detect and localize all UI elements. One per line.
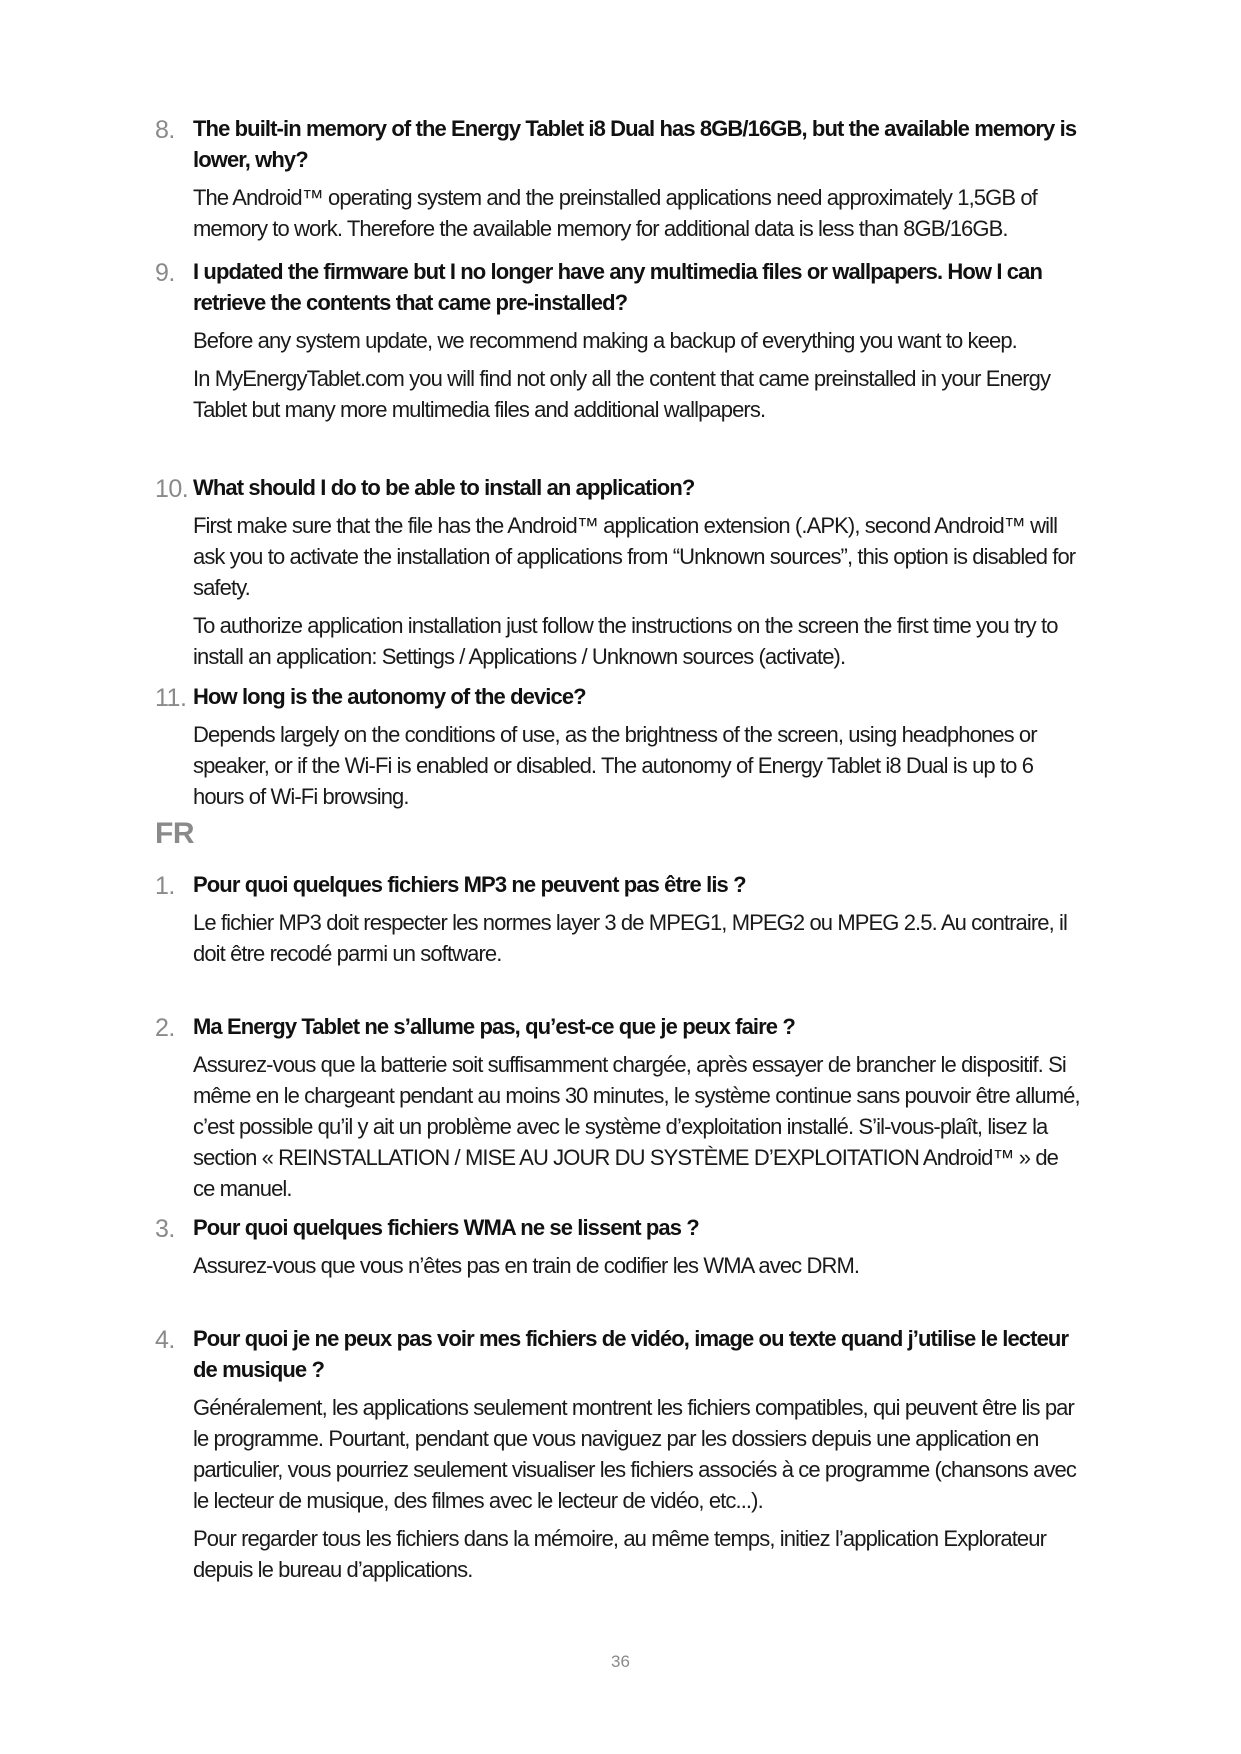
- faq-question: I updated the firmware but I no longer have any multimedia files or wallpapers. How I can retrieve the contents that came pre-installed?: [193, 259, 1042, 315]
- section-heading-fr: FR: [155, 817, 194, 850]
- faq-number: 8.: [155, 116, 175, 144]
- faq-answer: Assurez-vous que vous n’êtes pas en train de codifier les WMA avec DRM.: [193, 1253, 860, 1278]
- faq-number: 10.: [155, 475, 189, 503]
- faq-number: 3.: [155, 1215, 175, 1243]
- faq-number: 1.: [155, 872, 175, 900]
- faq-question: What should I do to be able to install an application?: [193, 475, 695, 500]
- faq-answer: Pour regarder tous les fichiers dans la mémoire, au même temps, initiez l’application Explorateur depuis le bureau d’applications.: [193, 1526, 1047, 1582]
- faq-question: Pour quoi quelques fichiers MP3 ne peuvent pas être lis ?: [193, 872, 746, 897]
- faq-content: [193, 113, 1083, 244]
- faq-number: 9.: [155, 259, 175, 287]
- faq-content: [193, 1212, 1083, 1281]
- faq-question: Pour quoi quelques fichiers WMA ne se lissent pas ?: [193, 1215, 699, 1240]
- faq-answer: Assurez-vous que la batterie soit suffisamment chargée, après essayer de brancher le dispositif. Si même en le chargeant pendant au moins 30 minutes, le système continue sans pouvoir être allumé, c’est possible qu’il y ait un problème avec le système d’exploitation installé. S’il-vous-plaît, lisez la section « REINSTALLATION / MISE AU JOUR DU SYSTÈME D’EXPLOITATION Android™ » de ce manuel.: [193, 1052, 1080, 1201]
- page-number: 36: [611, 1652, 630, 1671]
- faq-content: [193, 869, 1083, 969]
- faq-question: The built-in memory of the Energy Tablet i8 Dual has 8GB/16GB, but the available memory is lower, why?: [193, 116, 1077, 172]
- faq-answer: Le fichier MP3 doit respecter les normes layer 3 de MPEG1, MPEG2 ou MPEG 2.5. Au contraire, il doit être recodé parmi un software.: [193, 910, 1068, 966]
- faq-answer: The Android™ operating system and the preinstalled applications need approximately 1,5GB of memory to work. Therefore the available memory for additional data is less than 8GB/16GB.: [193, 185, 1037, 241]
- faq-content: [193, 1011, 1083, 1204]
- faq-content: [193, 1323, 1083, 1585]
- faq-number: 4.: [155, 1326, 175, 1354]
- faq-content: [193, 472, 1083, 672]
- faq-answer: Généralement, les applications seulement montrent les fichiers compatibles, qui peuvent être lis par le programme. Pourtant, pendant que vous naviguez par les dossiers depuis une application en particulier, vous pourriez seulement visualiser les fichiers associés à ce programme (chansons avec le lecteur de musique, des filmes avec le lecteur de vidéo, etc...).: [193, 1395, 1076, 1513]
- faq-content: [193, 681, 1083, 812]
- faq-question: Ma Energy Tablet ne s’allume pas, qu’est-ce que je peux faire ?: [193, 1014, 795, 1039]
- faq-answer: Before any system update, we recommend making a backup of everything you want to keep.: [193, 328, 1017, 353]
- faq-question: Pour quoi je ne peux pas voir mes fichiers de vidéo, image ou texte quand j’utilise le lecteur de musique ?: [193, 1326, 1069, 1382]
- faq-content: [193, 256, 1083, 425]
- faq-answer: Depends largely on the conditions of use, as the brightness of the screen, using headphones or speaker, or if the Wi-Fi is enabled or disabled. The autonomy of Energy Tablet i8 Dual is up to 6 hours of Wi-Fi browsing.: [193, 722, 1037, 809]
- faq-number: 2.: [155, 1014, 175, 1042]
- faq-answer: To authorize application installation just follow the instructions on the screen the first time you try to install an application: Settings / Applications / Unknown sources (activate).: [193, 613, 1058, 669]
- faq-answer: First make sure that the file has the Android™ application extension (.APK), second Android™ will ask you to activate the installation of applications from “Unknown sources”, this option is disabled for safety.: [193, 513, 1076, 600]
- faq-answer: In MyEnergyTablet.com you will find not only all the content that came preinstalled in your Energy Tablet but many more multimedia files and additional wallpapers.: [193, 366, 1051, 422]
- faq-number: 11.: [155, 684, 187, 712]
- faq-question: How long is the autonomy of the device?: [193, 684, 586, 709]
